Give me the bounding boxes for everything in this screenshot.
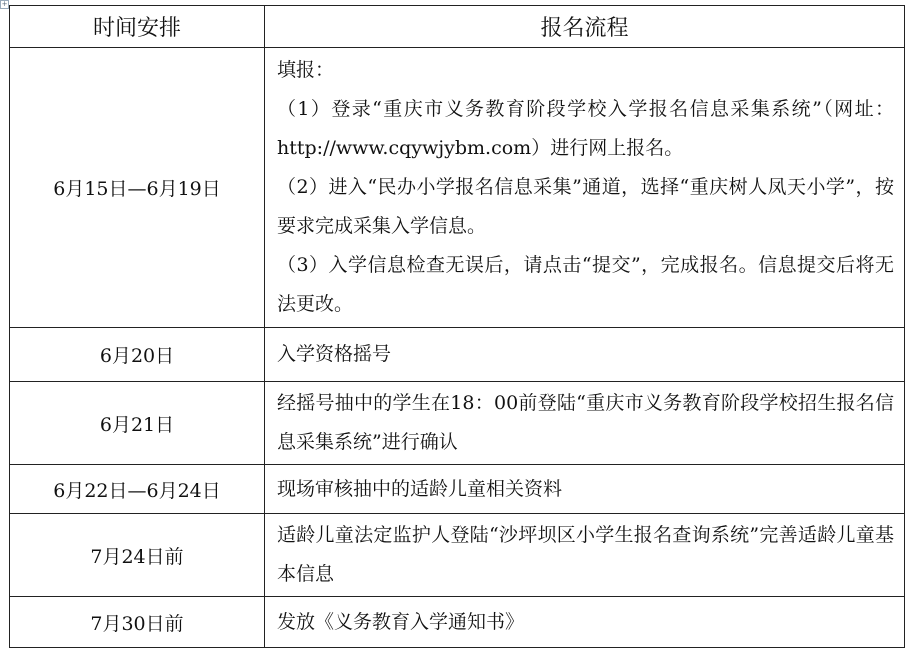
table-row [10, 514, 905, 597]
process-cell: 适龄儿童法定监护人登陆“沙坪坝区小学生报名查询系统”完善适龄儿童基本信息 [265, 514, 905, 597]
table-row [10, 465, 905, 514]
enrollment-schedule-table [9, 5, 905, 648]
process-cell [265, 48, 905, 328]
time-cell: 7月30日前 [10, 597, 265, 648]
header-row [10, 6, 905, 48]
time-cell: 7月24日前 [10, 514, 265, 597]
time-cell: 6月22日—6月24日 [10, 465, 265, 514]
time-cell: 6月21日 [10, 382, 265, 465]
process-cell: 现场审核抽中的适龄儿童相关资料 [265, 465, 905, 514]
process-cell: 入学资格摇号 [265, 328, 905, 382]
header-process: 报名流程 [265, 6, 905, 48]
table-move-handle-icon[interactable]: + [1, 0, 8, 8]
process-line: （1）登录“重庆市义务教育阶段学校入学报名信息采集系统”（网址：http://www.cqywjybm.com）进行网上报名。 [277, 98, 894, 159]
table-row [10, 48, 905, 328]
process-line: 填报： [277, 59, 335, 81]
table-row [10, 328, 905, 382]
time-cell: 6月15日—6月19日 [10, 48, 265, 328]
table-row [10, 597, 905, 648]
process-cell: 经摇号抽中的学生在18：00前登陆“重庆市义务教育阶段学校招生报名信息采集系统”进行确认 [265, 382, 905, 465]
process-cell: 发放《义务教育入学通知书》 [265, 597, 905, 648]
process-line: （2）进入“民办小学报名信息采集”通道，选择“重庆树人凤天小学”，按要求完成采集入学信息。 [277, 176, 894, 237]
header-time: 时间安排 [10, 6, 265, 48]
table-row [10, 382, 905, 465]
process-line: （3）入学信息检查无误后，请点击“提交”，完成报名。信息提交后将无法更改。 [277, 254, 894, 315]
time-cell: 6月20日 [10, 328, 265, 382]
